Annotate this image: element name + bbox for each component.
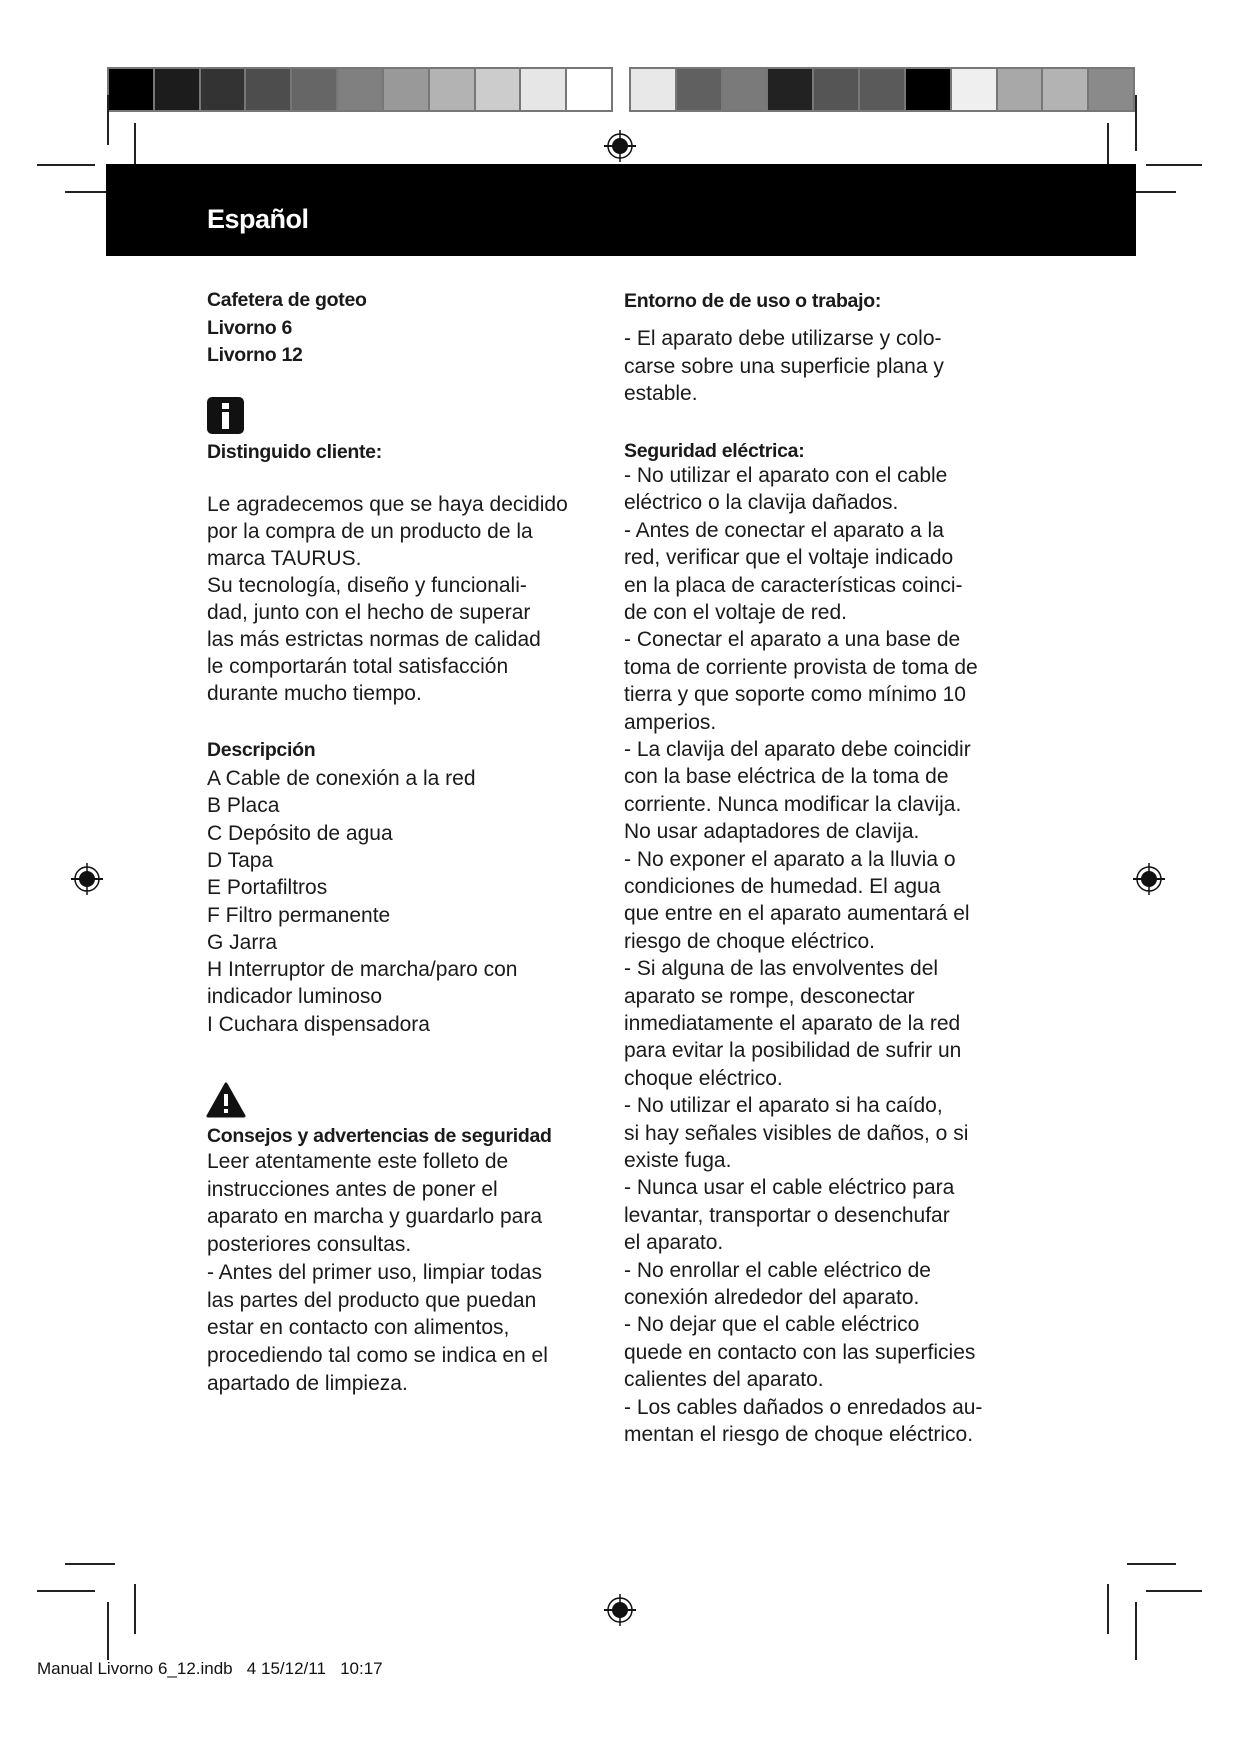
section-heading: Distinguido cliente: — [207, 441, 382, 463]
paragraph-line: Su tecnología, diseño y funcionali- — [207, 573, 527, 597]
color-swatch — [338, 69, 382, 110]
paragraph-line: calientes del aparato. — [624, 1368, 824, 1392]
color-calibration-bar-left — [107, 67, 613, 112]
paragraph-line: choque eléctrico. — [624, 1066, 783, 1090]
paragraph-line: aparato se rompe, desconectar — [624, 984, 915, 1008]
paragraph-line: las más estrictas normas de calidad — [207, 627, 541, 651]
paragraph-line: las partes del producto que puedan — [207, 1288, 537, 1312]
info-icon — [207, 397, 244, 434]
color-swatch — [201, 69, 245, 110]
color-swatch — [567, 69, 611, 110]
paragraph-line: amperios. — [624, 710, 717, 734]
description-item: B Placa — [207, 794, 280, 818]
description-item: G Jarra — [207, 930, 278, 954]
paragraph-line: eléctrico o la clavija dañados. — [624, 491, 899, 515]
paragraph-line: si hay señales visibles de daños, o si — [624, 1121, 969, 1145]
paragraph-line: riesgo de choque eléctrico. — [624, 929, 875, 953]
color-swatch — [109, 69, 153, 110]
description-item: I Cuchara dispensadora — [207, 1012, 430, 1036]
paragraph-line: procediendo tal como se indica en el — [207, 1343, 548, 1367]
color-swatch — [952, 69, 996, 110]
color-swatch — [246, 69, 290, 110]
section-heading: Descripción — [207, 739, 316, 761]
color-swatch — [430, 69, 474, 110]
color-swatch — [384, 69, 428, 110]
paragraph-line: - Conectar el aparato a una base de — [624, 628, 961, 652]
description-item: F Filtro permanente — [207, 903, 391, 927]
registration-mark-icon — [1131, 861, 1167, 897]
color-swatch — [1043, 69, 1087, 110]
section-heading: Consejos y advertencias de seguridad — [207, 1125, 552, 1147]
paragraph-line: - Antes de conectar el aparato a la — [624, 518, 944, 542]
color-swatch — [155, 69, 199, 110]
section-heading: Seguridad eléctrica: — [624, 440, 805, 462]
description-item: D Tapa — [207, 848, 274, 872]
color-swatch — [814, 69, 858, 110]
paragraph-line: dad, junto con el hecho de superar — [207, 600, 531, 624]
color-swatch — [1089, 69, 1133, 110]
paragraph-line: corriente. Nunca modificar la clavija. — [624, 792, 962, 816]
paragraph-line: condiciones de humedad. El agua — [624, 875, 941, 898]
product-title: Cafetera de goteo — [207, 289, 367, 311]
paragraph-line: - No dejar que el cable eléctrico — [624, 1313, 920, 1337]
paragraph-line: quede en contacto con las superficies — [624, 1340, 976, 1364]
paragraph-line: estar en contacto con alimentos, — [207, 1316, 510, 1340]
paragraph-line: mentan el riesgo de choque eléctrico. — [624, 1423, 974, 1446]
language-title: Español — [207, 204, 309, 234]
product-title: Livorno 6 — [207, 316, 293, 339]
color-swatch — [476, 69, 520, 110]
product-title: Livorno 12 — [207, 344, 303, 366]
color-swatch — [677, 69, 721, 110]
paragraph-line: Leer atentamente este folleto de — [207, 1150, 509, 1173]
paragraph-line: por la compra de un producto de la — [207, 519, 533, 543]
paragraph-line: red, verificar que el voltaje indicado — [624, 546, 954, 570]
description-item: A Cable de conexión a la red — [207, 767, 476, 790]
paragraph-line: - Antes del primer uso, limpiar todas — [207, 1260, 542, 1284]
paragraph-line: - Nunca usar el cable eléctrico para — [624, 1176, 955, 1200]
paragraph-line: durante mucho tiempo. — [207, 681, 422, 705]
paragraph-line: - No exponer el aparato a la lluvia o — [624, 847, 956, 871]
paragraph-line: conexión alrededor del aparato. — [624, 1286, 920, 1309]
warning-icon — [206, 1082, 246, 1118]
paragraph-line: carse sobre una superficie plana y — [624, 354, 944, 378]
paragraph-line: que entre en el aparato aumentará el — [624, 902, 970, 926]
paragraph-line: Le agradecemos que se haya decidido — [207, 493, 568, 516]
paragraph-line: en la placa de características coinci- — [624, 573, 963, 597]
print-slug: Manual Livorno 6_12.indb 4 15/12/11 10:17 — [37, 1659, 383, 1678]
paragraph-line: apartado de limpieza. — [207, 1371, 408, 1395]
paragraph-line: instrucciones antes de poner el — [207, 1177, 498, 1201]
language-header — [106, 164, 1136, 256]
paragraph-line: - El aparato debe utilizarse y colo- — [624, 327, 942, 350]
description-item: indicador luminoso — [207, 985, 383, 1009]
color-swatch — [906, 69, 950, 110]
paragraph-line: aparato en marcha y guardarlo para — [207, 1205, 543, 1229]
color-swatch — [723, 69, 767, 110]
registration-mark-icon — [602, 128, 638, 164]
paragraph-line: le comportarán total satisfacción — [207, 654, 509, 678]
color-swatch — [631, 69, 675, 110]
paragraph-line: - Si alguna de las envolventes del — [624, 957, 939, 981]
description-item: H Interruptor de marcha/paro con — [207, 958, 518, 982]
paragraph-line: el aparato. — [624, 1231, 724, 1255]
paragraph-line: toma de corriente provista de toma de — [624, 655, 978, 679]
paragraph-line: - No enrollar el cable eléctrico de — [624, 1258, 931, 1282]
registration-mark-icon — [69, 861, 105, 897]
paragraph-line: de con el voltaje de red. — [624, 601, 847, 624]
color-swatch — [292, 69, 336, 110]
paragraph-line: estable. — [624, 382, 698, 405]
registration-mark-icon — [602, 1592, 638, 1628]
paragraph-line: inmediatamente el aparato de la red — [624, 1012, 961, 1035]
paragraph-line: con la base eléctrica de la toma de — [624, 765, 949, 789]
color-swatch — [998, 69, 1042, 110]
paragraph-line: marca TAURUS. — [207, 546, 362, 570]
paragraph-line: - Los cables dañados o enredados au- — [624, 1395, 983, 1419]
paragraph-line: - La clavija del aparato debe coincidir — [624, 738, 971, 761]
paragraph-line: - No utilizar el aparato si ha caído, — [624, 1094, 943, 1118]
paragraph-line: - No utilizar el aparato con el cable — [624, 464, 948, 487]
paragraph-line: levantar, transportar o desenchufar — [624, 1203, 950, 1227]
color-swatch — [521, 69, 565, 110]
section-heading: Entorno de de uso o trabajo: — [624, 290, 882, 312]
paragraph-line: para evitar la posibilidad de sufrir un — [624, 1039, 962, 1063]
color-swatch — [860, 69, 904, 110]
description-item: E Portafiltros — [207, 876, 328, 900]
paragraph-line: posteriores consultas. — [207, 1233, 412, 1257]
paragraph-line: existe fuga. — [624, 1149, 732, 1172]
description-item: C Depósito de agua — [207, 821, 393, 845]
color-swatch — [768, 69, 812, 110]
paragraph-line: No usar adaptadores de clavija. — [624, 820, 920, 844]
color-calibration-bar-right — [629, 67, 1135, 112]
paragraph-line: tierra y que soporte como mínimo 10 — [624, 683, 966, 707]
